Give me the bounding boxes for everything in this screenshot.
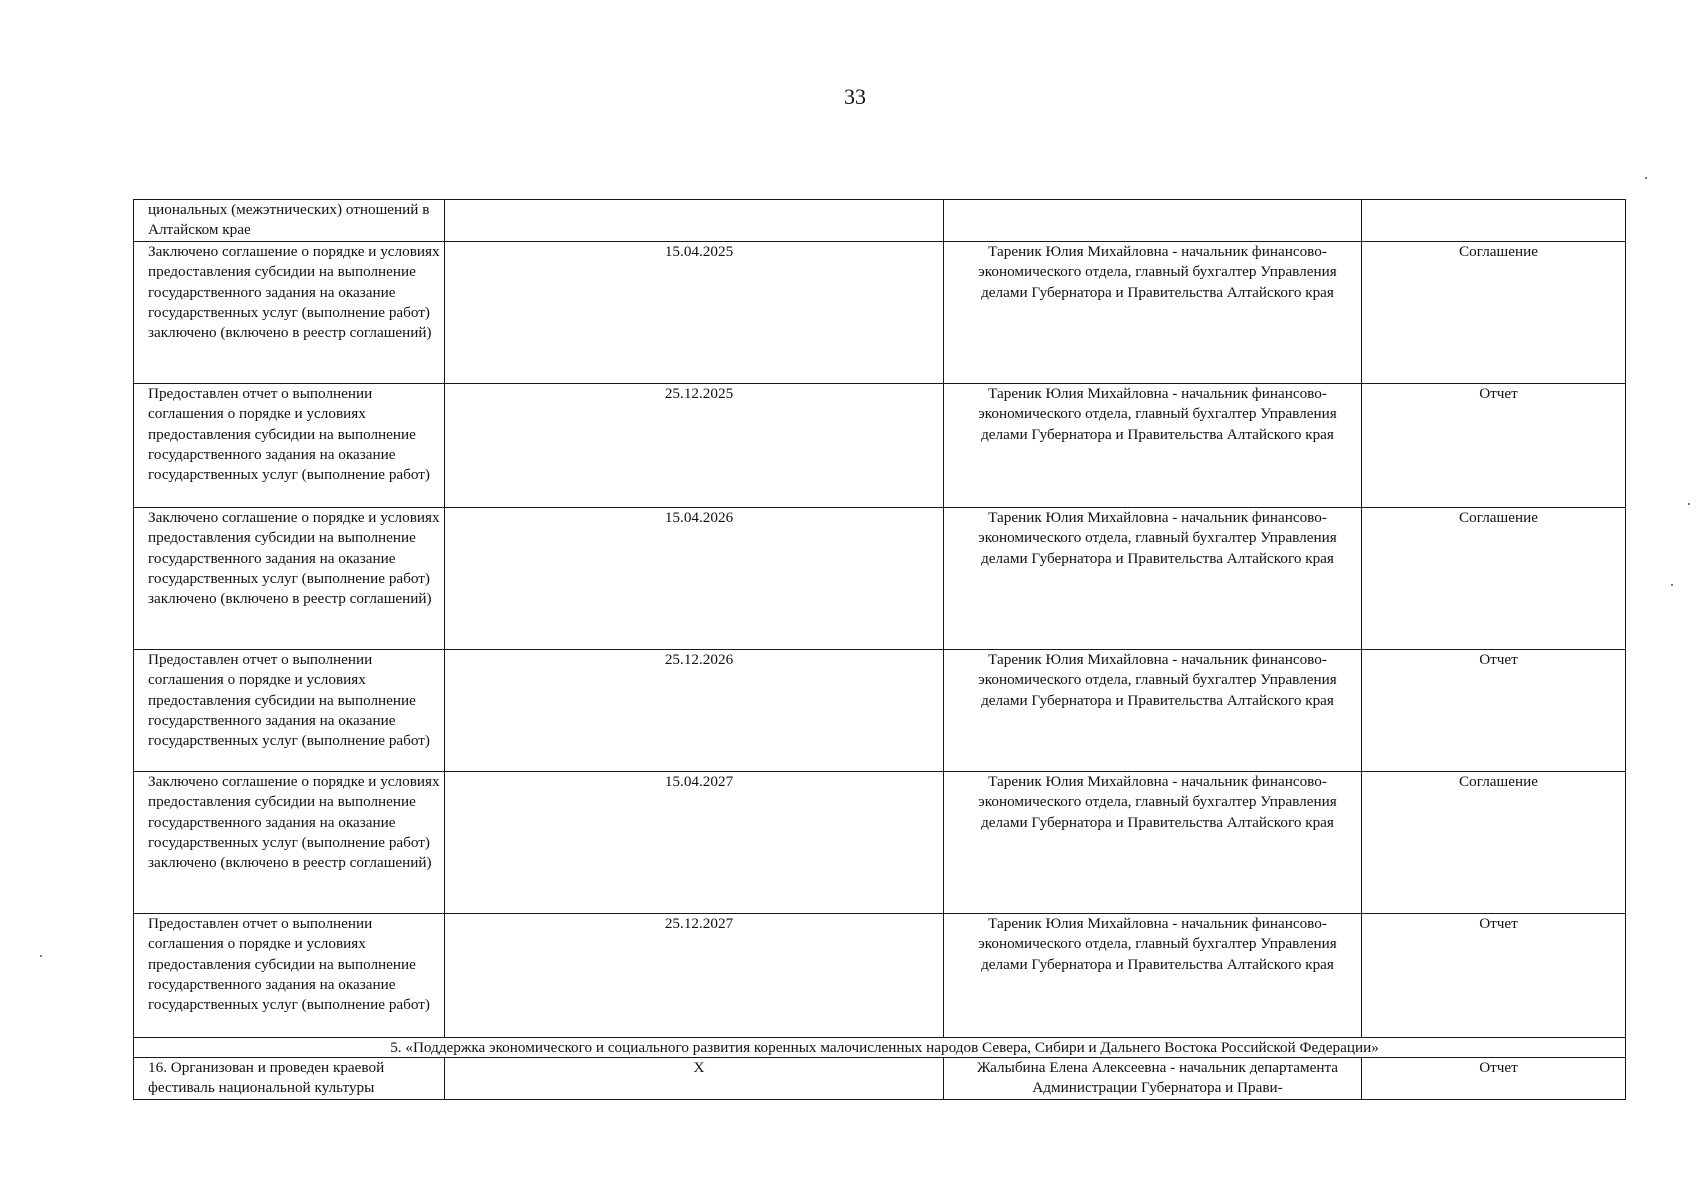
plan-table [133,199,1626,1100]
scan-speck [1671,584,1673,586]
event-cell: Предоставлен отчет о выполнении соглашения о порядке и условиях предоставления субсидии на выполнение государственного задания на оказание государственных услуг (выполнение работ) [134,383,445,507]
event-cell: Предоставлен отчет о выполнении соглашения о порядке и условиях предоставления субсидии на выполнение государственного задания на оказание государственных услуг (выполнение работ) [134,913,445,1037]
date-cell: 15.04.2027 [445,771,944,913]
table-row [134,507,1626,649]
responsible-cell [944,200,1362,242]
document-cell: Соглашение [1362,507,1626,649]
section-row [134,1037,1626,1057]
date-cell: 15.04.2026 [445,507,944,649]
responsible-cell: Тареник Юлия Михайловна - начальник финансово-экономического отдела, главный бухгалтер Управления делами Губернатора и Правительства Алтайского края [944,649,1362,771]
date-cell: X [445,1057,944,1099]
table-row [134,771,1626,913]
document-cell: Соглашение [1362,241,1626,383]
event-cell: циональных (межэтнических) отношений в Алтайском крае [134,200,445,242]
table-row [134,649,1626,771]
table-row [134,913,1626,1037]
date-cell: 15.04.2025 [445,241,944,383]
responsible-cell: Жалыбина Елена Алексеевна - начальник департамента Администрации Губернатора и Прави- [944,1057,1362,1099]
document-cell: Отчет [1362,1057,1626,1099]
event-cell: Предоставлен отчет о выполнении соглашения о порядке и условиях предоставления субсидии на выполнение государственного задания на оказание государственных услуг (выполнение работ) [134,649,445,771]
date-cell: 25.12.2027 [445,913,944,1037]
date-cell: 25.12.2026 [445,649,944,771]
document-cell: Отчет [1362,913,1626,1037]
responsible-cell: Тареник Юлия Михайловна - начальник финансово-экономического отдела, главный бухгалтер Управления делами Губернатора и Правительства Алтайского края [944,771,1362,913]
page-number: 33 [844,84,866,109]
event-cell: Заключено соглашение о порядке и условиях предоставления субсидии на выполнение государственного задания на оказание государственных услуг (выполнение работ) заключено (включено в реестр соглашений) [134,771,445,913]
document-cell: Отчет [1362,383,1626,507]
responsible-cell: Тареник Юлия Михайловна - начальник финансово-экономического отдела, главный бухгалтер Управления делами Губернатора и Правительства Алтайского края [944,241,1362,383]
responsible-cell: Тареник Юлия Михайловна - начальник финансово-экономического отдела, главный бухгалтер Управления делами Губернатора и Правительства Алтайского края [944,383,1362,507]
scan-speck [40,955,42,957]
table-row [134,383,1626,507]
scan-speck [1645,177,1647,179]
responsible-cell: Тареник Юлия Михайловна - начальник финансово-экономического отдела, главный бухгалтер Управления делами Губернатора и Правительства Алтайского края [944,913,1362,1037]
scan-speck [1688,503,1690,505]
section-title: 5. «Поддержка экономического и социального развития коренных малочисленных народов Севера, Сибири и Дальнего Востока Российской Федерации» [134,1037,1626,1057]
table-row [134,241,1626,383]
document-cell [1362,200,1626,242]
event-cell: Заключено соглашение о порядке и условиях предоставления субсидии на выполнение государственного задания на оказание государственных услуг (выполнение работ) заключено (включено в реестр соглашений) [134,241,445,383]
table-row [134,1057,1626,1099]
date-cell: 25.12.2025 [445,383,944,507]
event-cell: Заключено соглашение о порядке и условиях предоставления субсидии на выполнение государственного задания на оказание государственных услуг (выполнение работ) заключено (включено в реестр соглашений) [134,507,445,649]
event-cell: 16. Организован и проведен краевой фестиваль национальной культуры [134,1057,445,1099]
document-cell: Отчет [1362,649,1626,771]
table-row [134,200,1626,242]
responsible-cell: Тареник Юлия Михайловна - начальник финансово-экономического отдела, главный бухгалтер Управления делами Губернатора и Правительства Алтайского края [944,507,1362,649]
date-cell [445,200,944,242]
document-cell: Соглашение [1362,771,1626,913]
